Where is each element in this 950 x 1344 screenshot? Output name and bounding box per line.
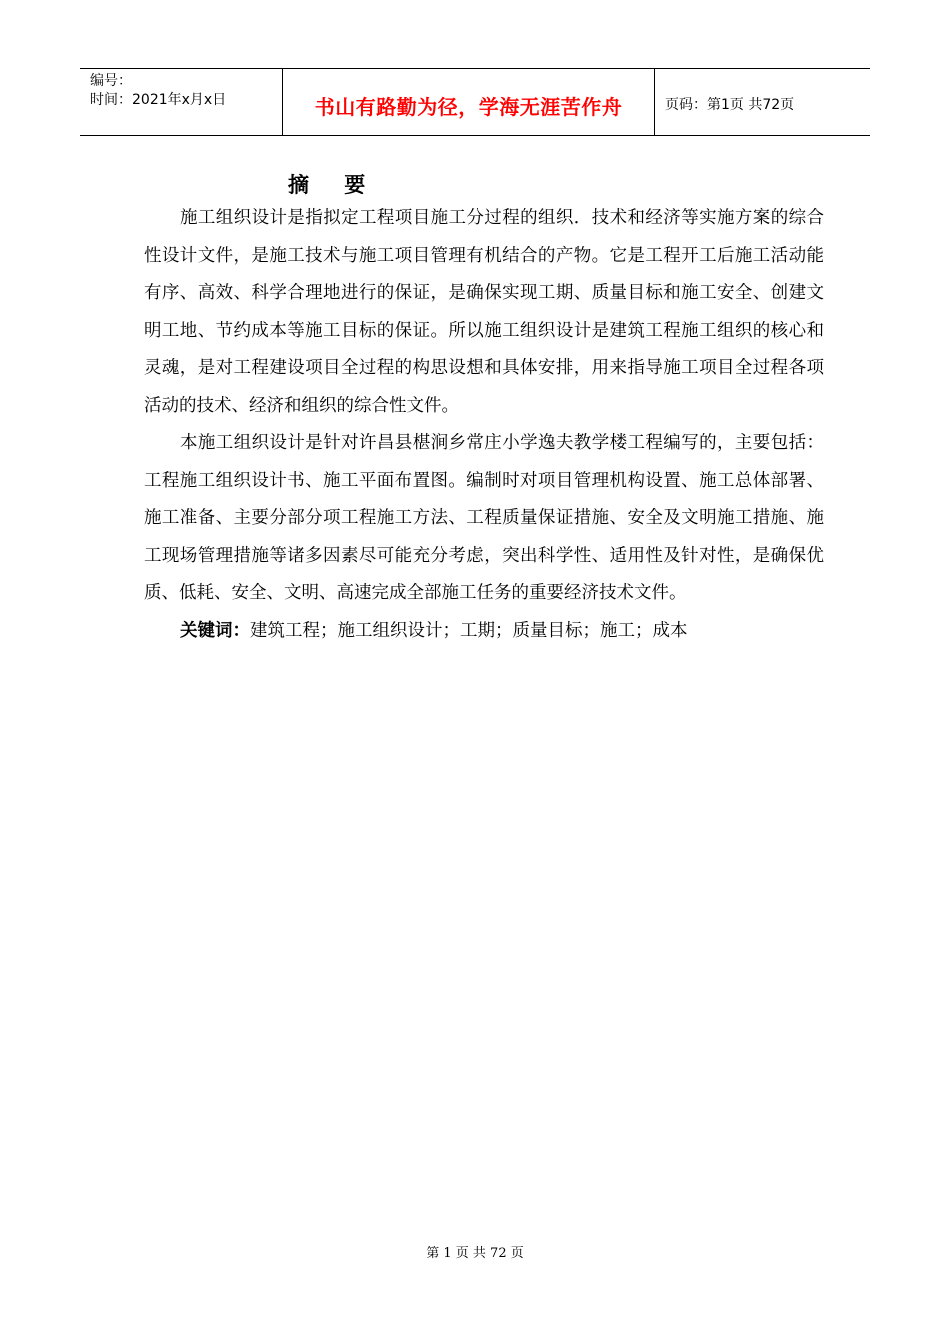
header-page-info: 页码：第1页 共72页 [665,97,795,113]
keywords-text: 建筑工程；施工组织设计；工期；质量目标；施工；成本 [250,620,688,641]
document-number: 编号： [90,73,132,89]
header-meta-cell [80,69,282,135]
document-date: 时间：2021年x月x日 [90,92,227,108]
header-page-cell [655,69,870,135]
abstract-title: 摘 要 [288,173,380,197]
keywords-line [144,613,824,651]
header-motto-cell [282,69,655,135]
abstract-paragraph: 施工组织设计是指拟定工程项目施工分过程的组织．技术和经济等实施方案的综合性设计文件，是施工技术与施工项目管理有机结合的产物。它是工程开工后施工活动能有序、高效、科学合理地进行的保证，是确保实现工期、质量目标和施工安全、创建文明工地、节约成本等施工目标的保证。所以施工组织设计是建筑工程施工组织的核心和灵魂，是对工程建设项目全过程的构思设想和具体安排，用来指导施工项目全过程各项活动的技术、经济和组织的综合性文件。 [144,208,824,416]
page-footer: 第 1 页 共 72 页 [426,1246,524,1261]
abstract-body [144,200,824,650]
keywords-label: 关键词： [180,620,250,641]
page-header [80,68,870,136]
header-motto: 书山有路勤为径，学海无涯苦作舟 [314,94,623,119]
abstract-paragraph: 本施工组织设计是针对许昌县椹涧乡常庄小学逸夫教学楼工程编写的，主要包括：工程施工组织设计书、施工平面布置图。编制时对项目管理机构设置、施工总体部署、施工准备、主要分部分项工程施工方法、工程质量保证措施、安全及文明施工措施、施工现场管理措施等诸多因素尽可能充分考虑，突出科学性、适用性及针对性，是确保优质、低耗、安全、文明、高速完成全部施工任务的重要经济技术文件。 [144,433,824,603]
